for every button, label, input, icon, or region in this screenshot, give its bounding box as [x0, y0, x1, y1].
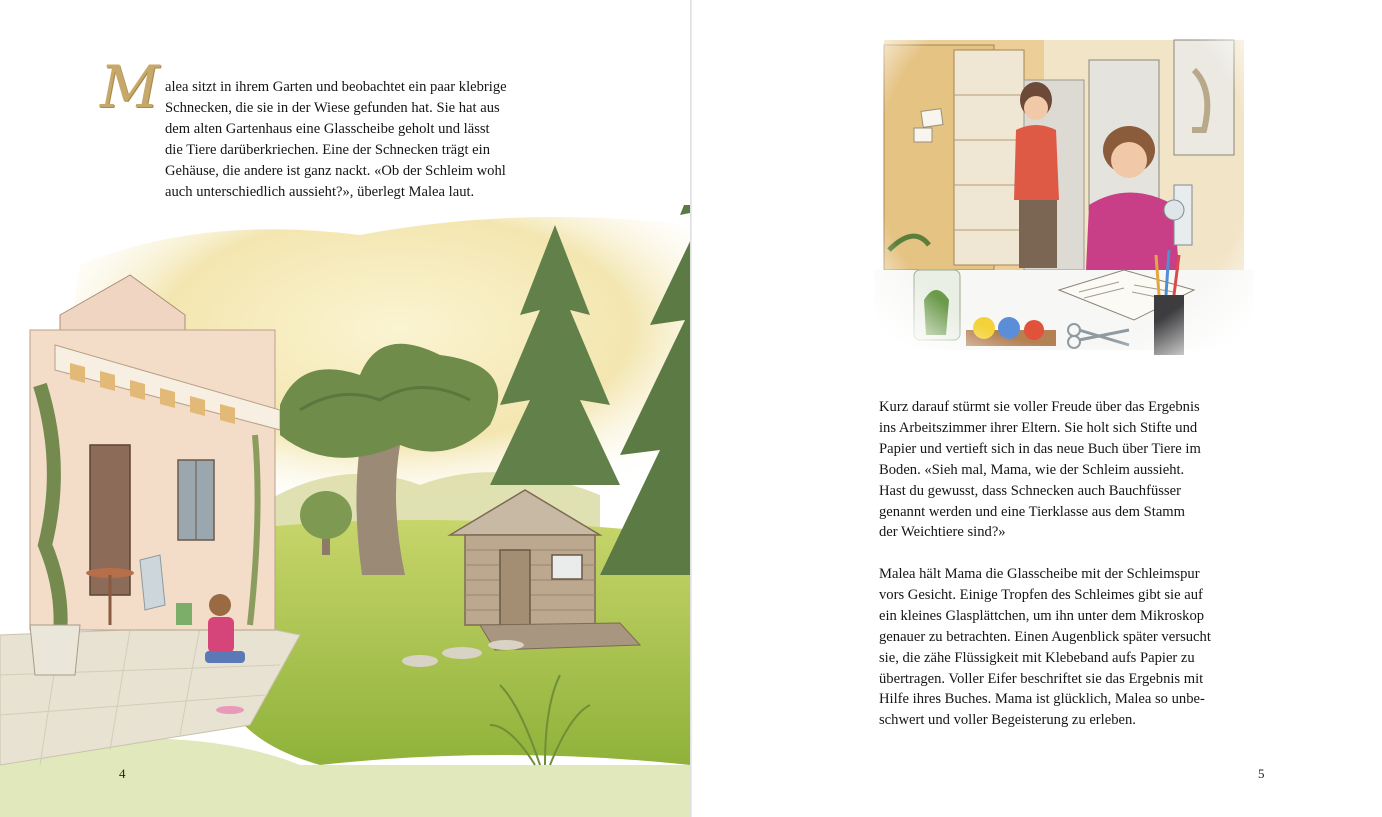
study-illustration: [874, 0, 1254, 368]
garden-illustration: [0, 205, 690, 817]
page-number-right: 5: [1258, 766, 1265, 781]
paragraph-2: Malea hält Mama die Glasscheibe mit der Schleimspur vors Gesicht. Einige Tropfen des Schleimes gibt sie auf ein kleines Glasplättchen, um ihn unter dem Mikroskop genauer zu betrachten. Einen Augenblick später versucht sie, die zähe Flüssigkeit mit Klebeband aufs Papier zu übertragen. Voller Eifer beschriftet sie das Ergebnis mit Hilfe ihres Buches. Mama ist glücklich, Malea so unbe- schwert und voller Begeisterung zu erleben.: [879, 566, 1211, 729]
right-page: [692, 0, 1382, 817]
intro-paragraph: alea sitzt in ihrem Garten und beobachtet ein paar klebrige Schnecken, die sie in der Wiese gefunden hat. Sie hat aus dem alten Gartenhaus eine Glasscheibe geholt und lässt die Tiere darüberkriechen. Eine der Schnecken trägt ein Gehäuse, die andere ist ganz nackt. «Ob der Schleim wohl auch unterschiedlich aussieht?», überlegt Malea laut.: [165, 79, 507, 200]
paragraph-1: Kurz darauf stürmt sie voller Freude über das Ergebnis ins Arbeitszimmer ihrer Eltern. Sie holt sich Stifte und Papier und vertieft sich in das neue Buch über Tiere im Boden. «Sieh mal, Mama, wie der Schleim aussieht. Hast du gewusst, dass Schnecken auch Bauchfüsser genannt werden und eine Tierklasse aus dem Stamm der Weichtiere sind?»: [879, 399, 1201, 541]
drop-cap: M: [100, 53, 160, 121]
page-number-left: 4: [119, 766, 126, 781]
left-page: [0, 0, 690, 817]
